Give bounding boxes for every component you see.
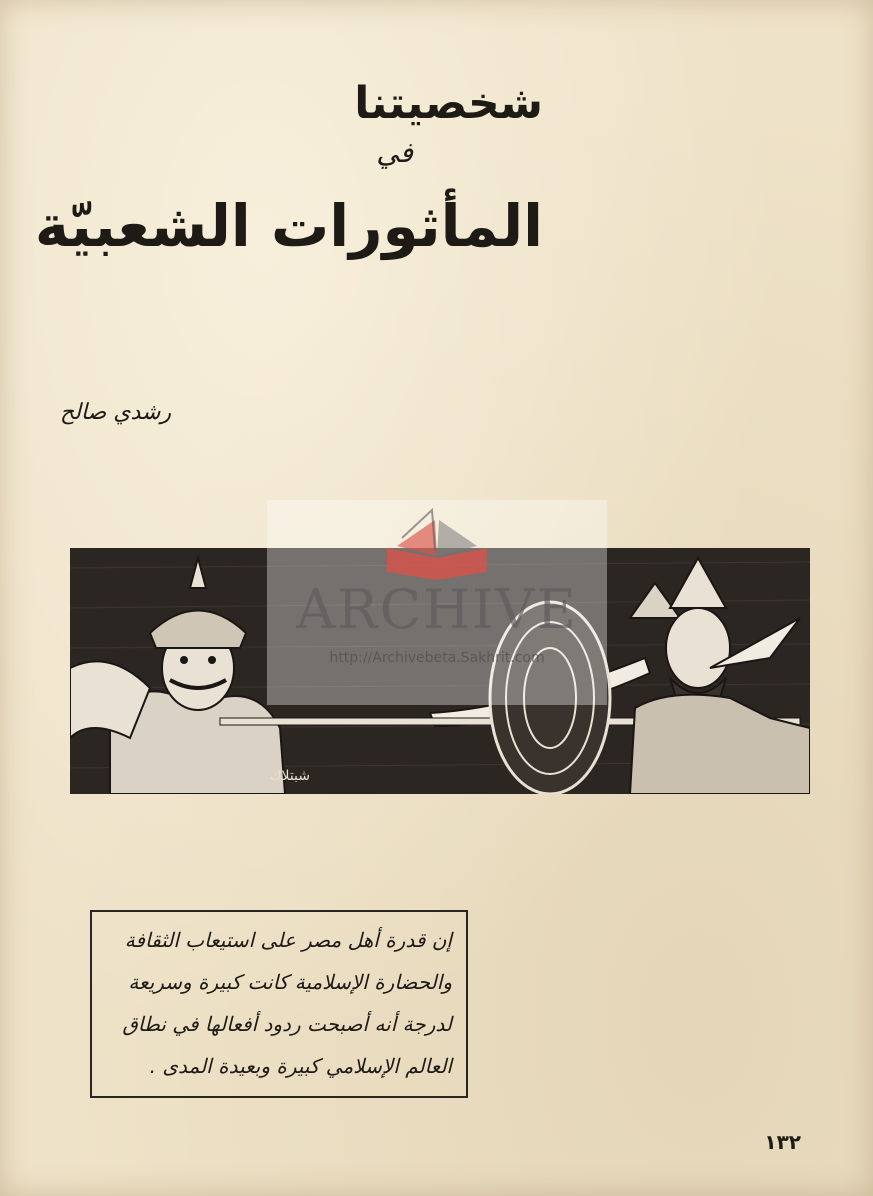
page-number: ١٣٢: [764, 1130, 801, 1154]
quote-line-1: إن قدرة أهل مصر على استيعاب الثقافة: [124, 928, 452, 952]
artist-signature: شبتلاك: [269, 768, 310, 784]
quote-line-3: لدرجة أنه أصبحت ردود أفعالها في نطاق: [122, 1012, 452, 1036]
quote-box: [90, 910, 468, 1098]
book-logo-icon: [267, 500, 607, 580]
title-line-1: شخصيتنا: [354, 78, 543, 129]
quote-line-2: والحضارة الإسلامية كانت كبيرة وسريعة: [128, 970, 452, 994]
quote-line-4: العالم الإسلامي كبيرة وبعيدة المدى .: [149, 1054, 452, 1078]
watermark-brand: ARCHIVE: [296, 578, 578, 641]
title-line-2: المأثورات الشعبيّة: [34, 192, 543, 260]
author-name: رشدي صالح: [60, 400, 172, 425]
watermark-url: http://Archivebeta.Sakhrit.com: [329, 650, 545, 666]
archive-watermark: [267, 500, 607, 705]
title-connector: في: [376, 136, 413, 169]
